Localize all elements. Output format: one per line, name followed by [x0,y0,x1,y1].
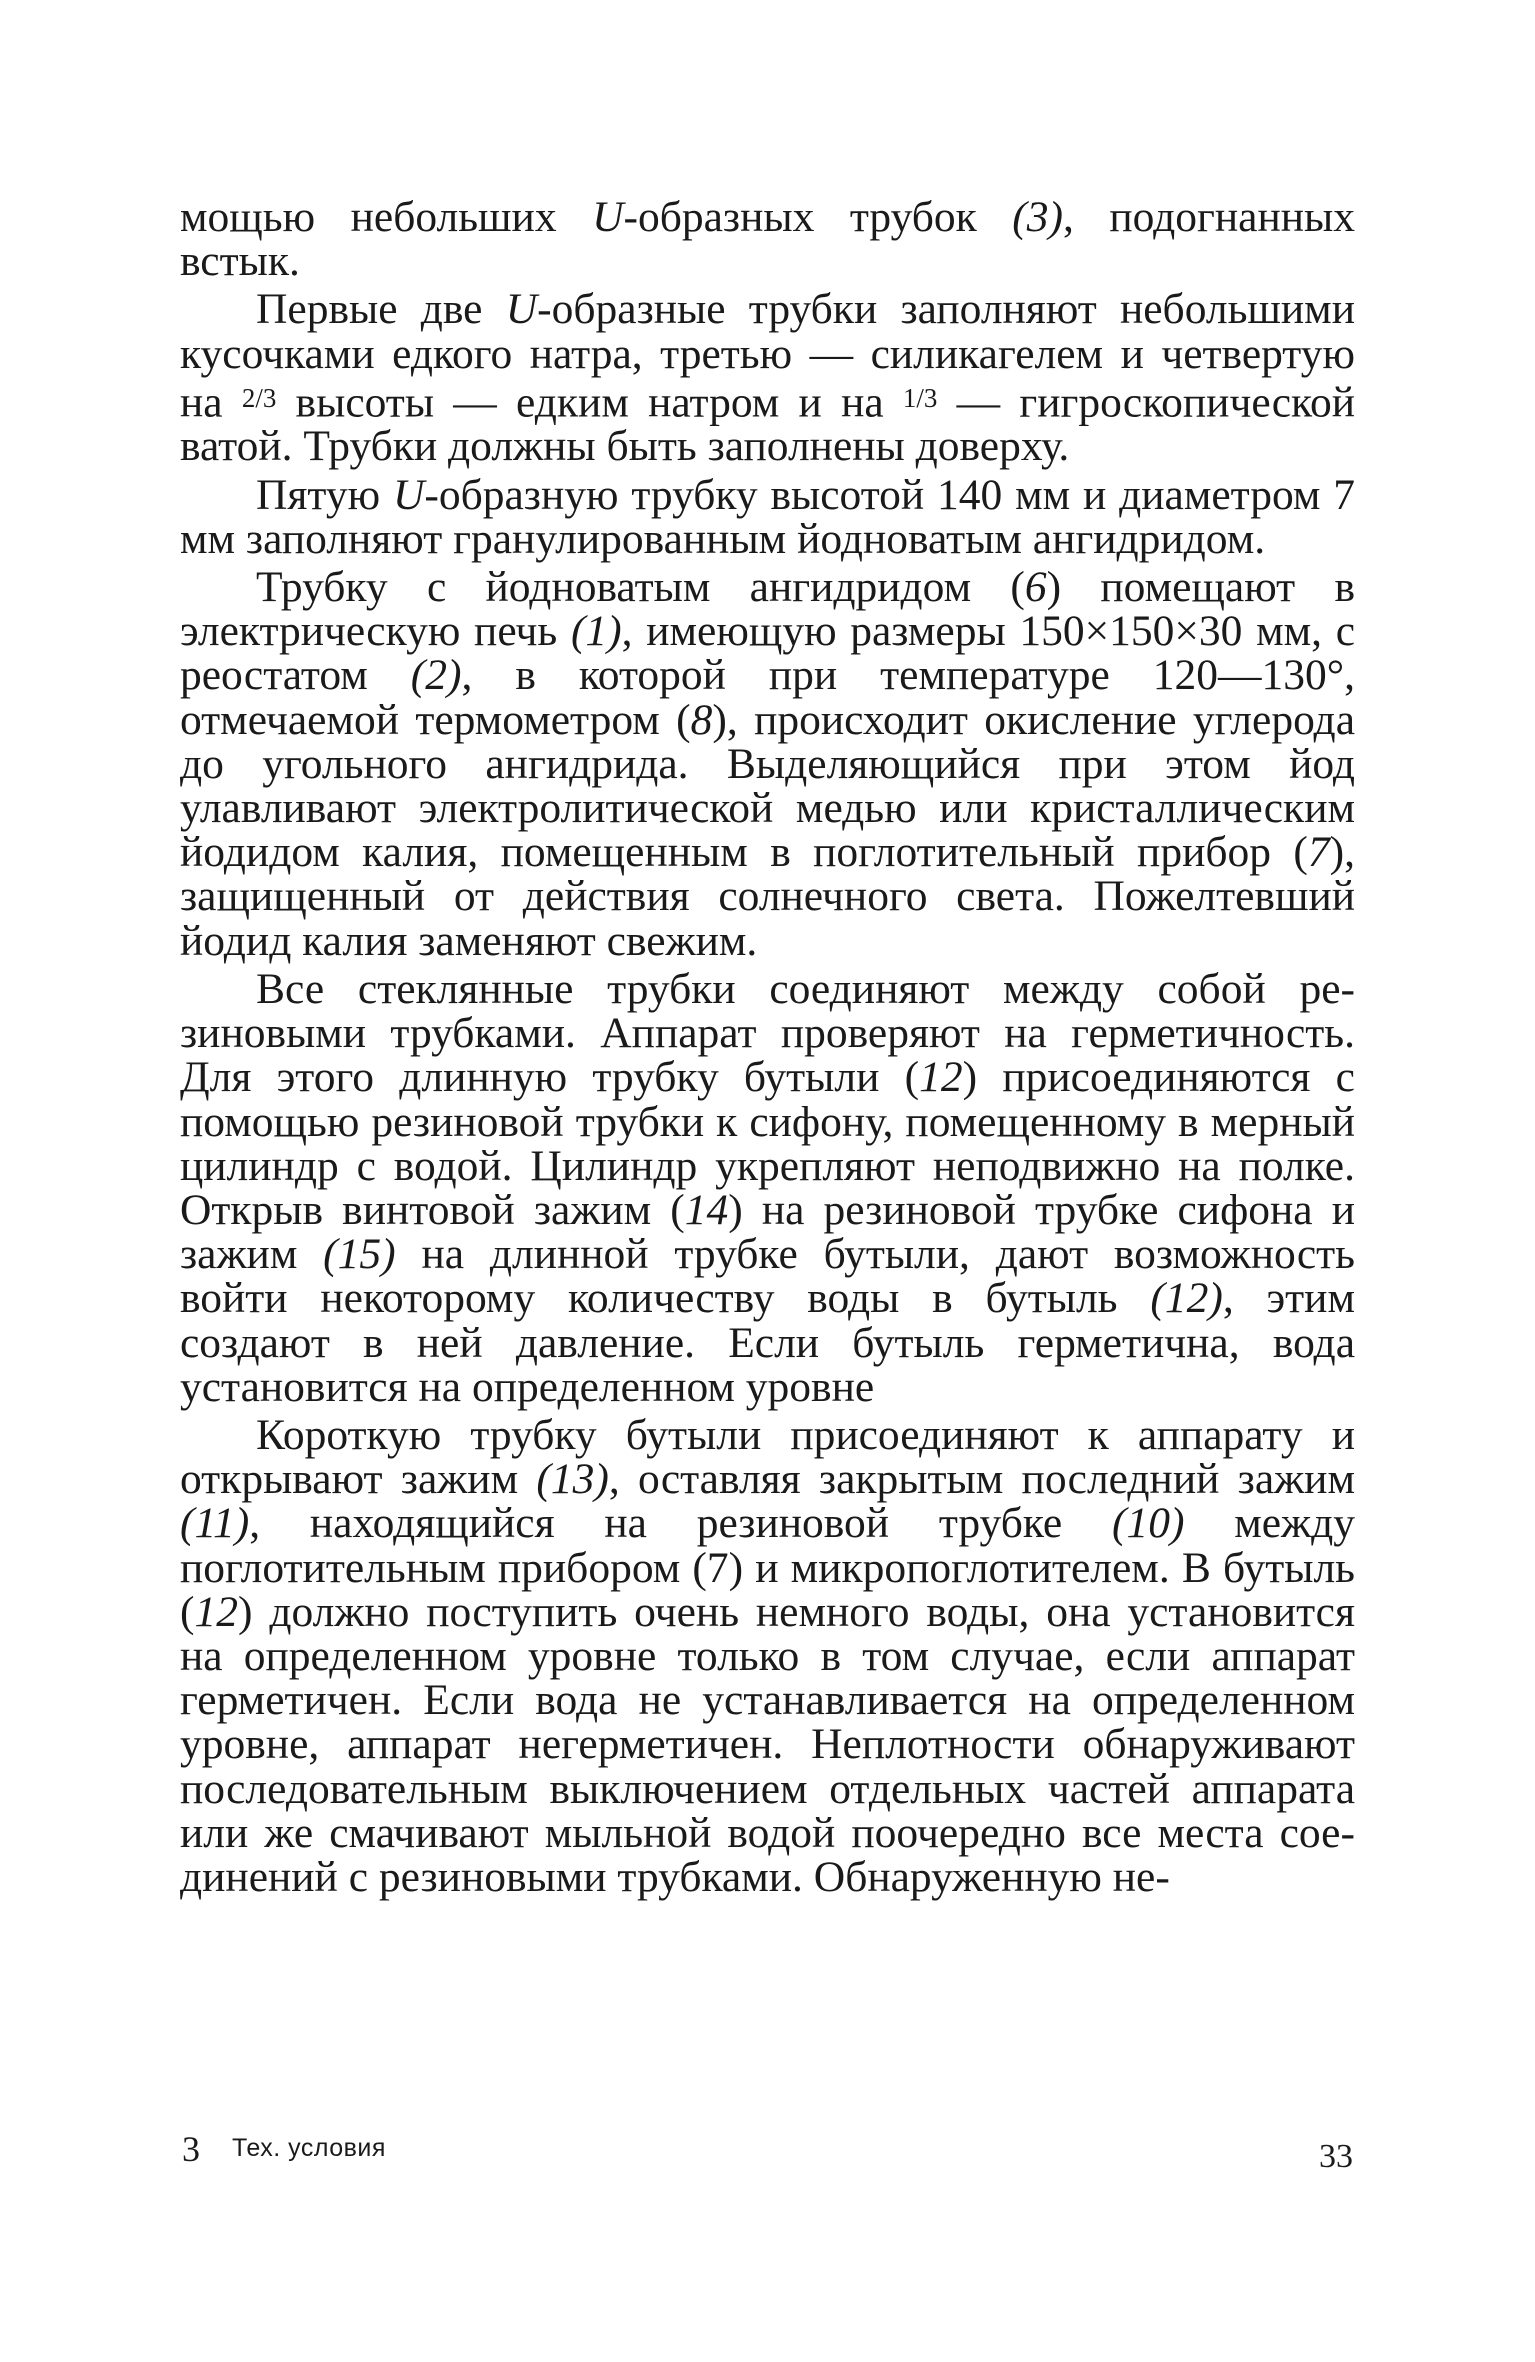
italic-ref: 8 [690,695,713,744]
italic-ref: (15) [323,1230,396,1279]
text-run: ), происходит окисление углерода до угольного ангидрида. Выделяющийся при этом йод улавливают электролитической медью или кристаллическим йодидом калия, помещенным в поглотительный прибор ( [180,695,1356,877]
text-run: — гигроскопической ватой. Трубки должны быть заполнены доверху. [180,378,1355,471]
italic-ref: (3) [1012,193,1064,241]
text-run: на длинной трубке бутыли, дают возможность войти некоторому количеству воды в бутыль [180,1230,1355,1323]
text-run: -образную трубку высотой 140 мм и диаметром 7 мм заполняют гранулированным йодноватым ангидридом. [180,470,1355,563]
page-body [180,195,1355,1899]
paragraph [180,470,1355,563]
text-run: мощью небольших [180,193,593,241]
italic-ref: 6 [1024,563,1047,612]
italic-ref: 7 [1307,828,1330,877]
italic-ref: U [592,193,624,241]
text-run: ), защищенный от действия солнечного света. Пожелтевший йодид калия заменяют свежим. [180,828,1355,965]
italic-ref: U [392,470,425,519]
text-run: -образные трубки заполняют небольшими кусочками едкого натра, третью — силикагелем и четвертую на [180,285,1355,427]
text-run: , находящийся на резиновой трубке [249,1499,1112,1548]
italic-ref: (2) [410,651,462,700]
text-run: Первые две [256,285,506,334]
italic-ref: 12 [194,1587,238,1636]
text-run: , имеющую размеры 150×150×30 мм, с реостатом [180,607,1355,700]
italic-ref: (13) [536,1455,609,1504]
text-run: Пятую [256,470,393,519]
paragraph [180,964,1355,1411]
text-run: высоты — едким натром и на [276,378,903,427]
paragraph [180,565,1355,963]
page-footer [180,2128,1355,2188]
paragraph [180,285,1355,471]
text-run: Короткую трубку бутыли присоединяют к аппарату и открывают зажим [180,1410,1355,1504]
text-run: ) должно поступить очень немного воды, она установится на определенном уровне только в том случае, если аппарат герметичен. Если вода не устанавливается на определенном уровне, аппарат негерметичен. Неплотности обнаруживают последовательным выключением отдельных частей аппарата или же смачивают мыльной водой поочередно все места соединений с резиновыми трубками. Обнаруженную не- [180,1587,1355,1901]
italic-ref: 12 [919,1053,963,1102]
text-run: между поглотительным прибором (7) и микропоглотителем. В бутыль ( [180,1499,1355,1636]
italic-ref: (10) [1111,1499,1185,1548]
text-run: , подогнанных встык. [180,193,1356,286]
text-run: Все стеклянные трубки соединяют между собой резиновыми трубками. Аппарат проверяют на герметичность. Для этого длинную трубку бутыли ( [180,964,1355,1102]
italic-ref: (1) [570,607,622,656]
text-run: ) на резиновой трубке сифона и зажим [180,1185,1355,1279]
text-run: ) помещают в электрическую печь [180,563,1355,656]
fraction: 2/3 [241,382,277,413]
italic-ref: U [505,285,538,334]
signature-number: 3 [182,2129,200,2169]
text-run: -образных трубок [623,193,1013,241]
fraction: 1/3 [902,382,938,413]
paragraph [180,193,1356,286]
text-run: ) присоединяются с помощью резиновой трубки к сифону, помещенному в мерный цилиндр с водой. Цилиндр укрепляют неподвижно на полке. Открыв винтовой зажим ( [180,1053,1355,1234]
text-run: , оставляя закрытым последний зажим [608,1455,1355,1504]
paragraph [180,1410,1355,1901]
italic-ref: (12) [1150,1274,1223,1323]
signature-label: Тех. условия [232,2134,386,2162]
page-number: 33 [1319,2138,1353,2175]
text-run: , этим создают в ней давление. Если бутыль герметична, вода установится на определенном уровне [180,1274,1355,1411]
text-run: Трубку с йодноватым ангидридом ( [256,563,1025,612]
italic-ref: 14 [684,1185,729,1234]
text-column [180,195,1355,1899]
text-run: , в которой при температуре 120—130°, отмечаемой термометром ( [180,651,1356,744]
italic-ref: (11) [180,1499,250,1548]
